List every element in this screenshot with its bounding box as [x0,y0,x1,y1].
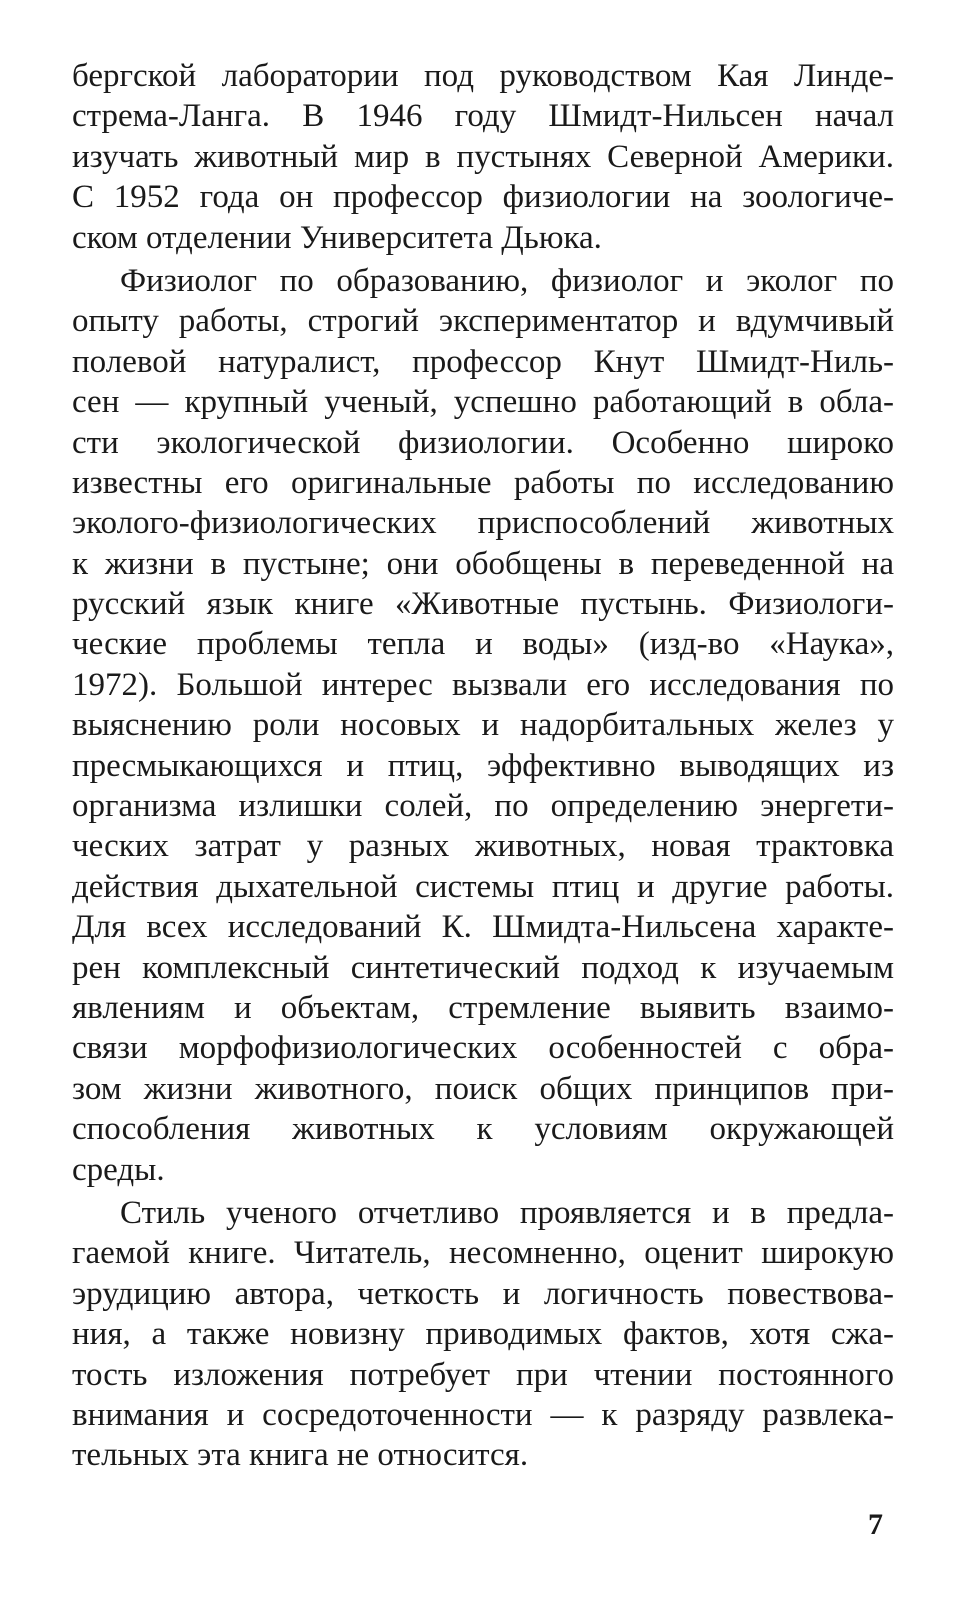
paragraph-3 [72,1193,894,1476]
text-line: к жизни в пустыне; они обобщены в переведенной на [72,545,894,582]
text-line: ния, а также новизну приводимых фактов, хотя сжа- [72,1316,894,1353]
text-line: сти экологической физиологии. Особенно широко [72,424,894,461]
text-line: стрема-Ланга. В 1946 году Шмидт-Нильсен начал [72,98,894,135]
text-line: рен комплексный синтетический подход к изучаемым [72,949,894,986]
text-line: тельных эта книга не относится. [72,1437,529,1474]
text-line: зом жизни животного, поиск общих принципов при- [72,1070,894,1107]
text-line: известны его оригинальные работы по исследованию [72,464,894,501]
text-line: эколого-физиологических приспособлений животных [72,505,894,542]
text-line: С 1952 года он профессор физиологии на зоологиче- [72,179,894,216]
text-line: полевой натуралист, профессор Кнут Шмидт-Ниль- [72,343,894,380]
text-line: пресмыкающихся и птиц, эффективно выводящих из [72,747,894,784]
text-line: внимания и сосредоточенности — к разряду развлека- [72,1396,894,1433]
text-line: русский язык книге «Животные пустынь. Физиологи- [72,586,894,623]
text-line: Для всех исследований К. Шмидта-Нильсена характе- [72,909,894,946]
paragraph-2 [72,261,894,1190]
text-line: выяснению роли носовых и надорбитальных желез у [72,707,894,744]
text-line: тость изложения потребует при чтении постоянного [72,1356,894,1393]
text-line: Стиль ученого отчетливо проявляется и в предла- [120,1194,894,1231]
page-number: 7 [868,1508,883,1541]
text-line: сен — крупный ученый, успешно работающий в обла- [72,384,894,421]
text-line: ческих затрат у разных животных, новая трактовка [72,828,894,865]
text-line: изучать животный мир в пустынях Северной Америки. [72,138,894,175]
text-line: организма излишки солей, по определению энергети- [72,788,894,825]
text-line: ском отделении Университета Дьюка. [72,219,602,256]
text-line: эрудицию автора, четкость и логичность повествова- [72,1275,894,1312]
text-line: ческие проблемы тепла и воды» (изд-во «Наука», [72,626,894,663]
text-line: опыту работы, строгий экспериментатор и вдумчивый [72,303,894,340]
text-line: способления животных к условиям окружающей [72,1111,894,1148]
page-body [72,56,894,1476]
paragraph-1 [72,56,894,258]
text-line: 1972). Большой интерес вызвали его исследования по [72,666,894,703]
text-line: среды. [72,1151,165,1188]
text-line: Физиолог по образованию, физиолог и эколог по [120,262,894,299]
text-line: действия дыхательной системы птиц и другие работы. [72,868,894,905]
text-line: гаемой книге. Читатель, несомненно, оценит широкую [72,1235,894,1272]
text-line: бергской лаборатории под руководством Кая Линде- [72,58,894,94]
text-line: явлениям и объектам, стремление выявить взаимо- [72,989,894,1026]
text-line: связи морфофизиологических особенностей с обра- [72,1030,894,1067]
